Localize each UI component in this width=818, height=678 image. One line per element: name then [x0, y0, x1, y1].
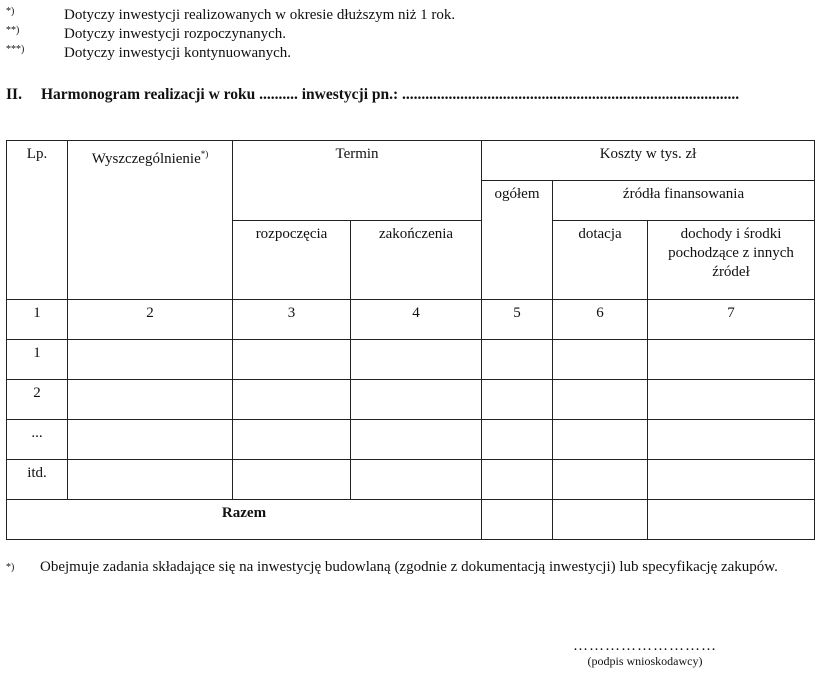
table-cell[interactable] [482, 460, 553, 500]
footnote-mark: **) [6, 25, 20, 36]
column-number: 6 [596, 305, 604, 321]
total-row [7, 500, 815, 540]
column-number: 4 [412, 305, 420, 321]
footnote-mark: *) [6, 562, 15, 573]
table-cell[interactable] [482, 500, 553, 540]
table-cell[interactable] [482, 380, 553, 420]
table-cell[interactable] [553, 420, 648, 460]
header-wyszczegolnienie: Wyszczególnienie*) [68, 141, 233, 300]
table-cell[interactable] [648, 340, 815, 380]
section-number: II. [6, 86, 22, 103]
signature-label: (podpis wnioskodawcy) [587, 654, 703, 668]
header-rozpoczecia: rozpoczęcia [233, 221, 351, 300]
table-cell[interactable] [553, 460, 648, 500]
table-row [7, 380, 815, 420]
footnote-text: Dotyczy inwestycji realizowanych w okresie dłuższym niż 1 rok. [64, 7, 456, 23]
footnote-3 [6, 44, 291, 62]
footnote-mark: *) [200, 149, 209, 159]
table-cell[interactable] [351, 420, 482, 460]
header-koszty: Koszty w tys. zł [482, 141, 815, 181]
schedule-table [6, 140, 815, 540]
footnote-text: Dotyczy inwestycji rozpoczynanych. [64, 26, 287, 42]
table-row [7, 460, 815, 500]
header-dotacja: dotacja [553, 221, 648, 300]
bottom-footnote [6, 558, 814, 577]
table-cell[interactable] [233, 460, 351, 500]
footnote-1 [6, 6, 455, 24]
row-number: 1 [33, 345, 41, 361]
total-label: Razem [221, 505, 267, 521]
table-row [7, 340, 815, 380]
footnote-text: Dotyczy inwestycji kontynuowanych. [64, 45, 292, 61]
header-zakonczenia: zakończenia [351, 221, 482, 300]
table-cell[interactable] [233, 340, 351, 380]
table-cell[interactable] [553, 340, 648, 380]
table-cell[interactable] [351, 340, 482, 380]
signature-line[interactable]: ……………………… [573, 638, 717, 654]
footnote-mark: ***) [6, 44, 25, 55]
section-title: Harmonogram realizacji w roku .......... inwestycji pn.: ....................................................................................... [41, 86, 740, 103]
row-number: ... [31, 425, 43, 441]
table-cell[interactable] [68, 380, 233, 420]
table-cell[interactable] [553, 500, 648, 540]
row-number: itd. [27, 465, 47, 481]
table-cell[interactable] [648, 500, 815, 540]
footnote-text: Obejmuje zadania składające się na inwestycję budowlaną (zgodnie z dokumentacją inwestycji) lub specyfikację zakupów. [40, 559, 778, 575]
table-row [7, 420, 815, 460]
column-numbers-row [7, 300, 815, 340]
table-cell[interactable] [648, 460, 815, 500]
header-dochody: dochody i środki pochodzące z innych źródeł [648, 221, 815, 300]
row-number: 2 [33, 385, 41, 401]
column-number: 2 [146, 305, 154, 321]
table-cell[interactable] [648, 380, 815, 420]
table-cell[interactable] [648, 420, 815, 460]
column-number: 1 [33, 305, 41, 321]
table-cell[interactable] [68, 420, 233, 460]
section-heading [6, 86, 739, 104]
header-ogolem: ogółem [482, 181, 553, 300]
footnote-mark: *) [6, 6, 15, 17]
table-cell[interactable] [233, 380, 351, 420]
table-cell[interactable] [233, 420, 351, 460]
table-cell[interactable] [68, 340, 233, 380]
footnote-2 [6, 25, 286, 43]
header-termin: Termin [233, 141, 482, 221]
column-number: 7 [727, 305, 735, 321]
table-cell[interactable] [351, 380, 482, 420]
header-zrodla: źródła finansowania [553, 181, 815, 221]
column-number: 3 [287, 305, 296, 321]
table-cell[interactable] [553, 380, 648, 420]
table-cell[interactable] [351, 460, 482, 500]
signature-block [560, 638, 730, 668]
column-number: 5 [513, 305, 521, 321]
table-cell[interactable] [482, 420, 553, 460]
header-lp: Lp. [7, 141, 68, 300]
table-cell[interactable] [482, 340, 553, 380]
table-cell[interactable] [68, 460, 233, 500]
